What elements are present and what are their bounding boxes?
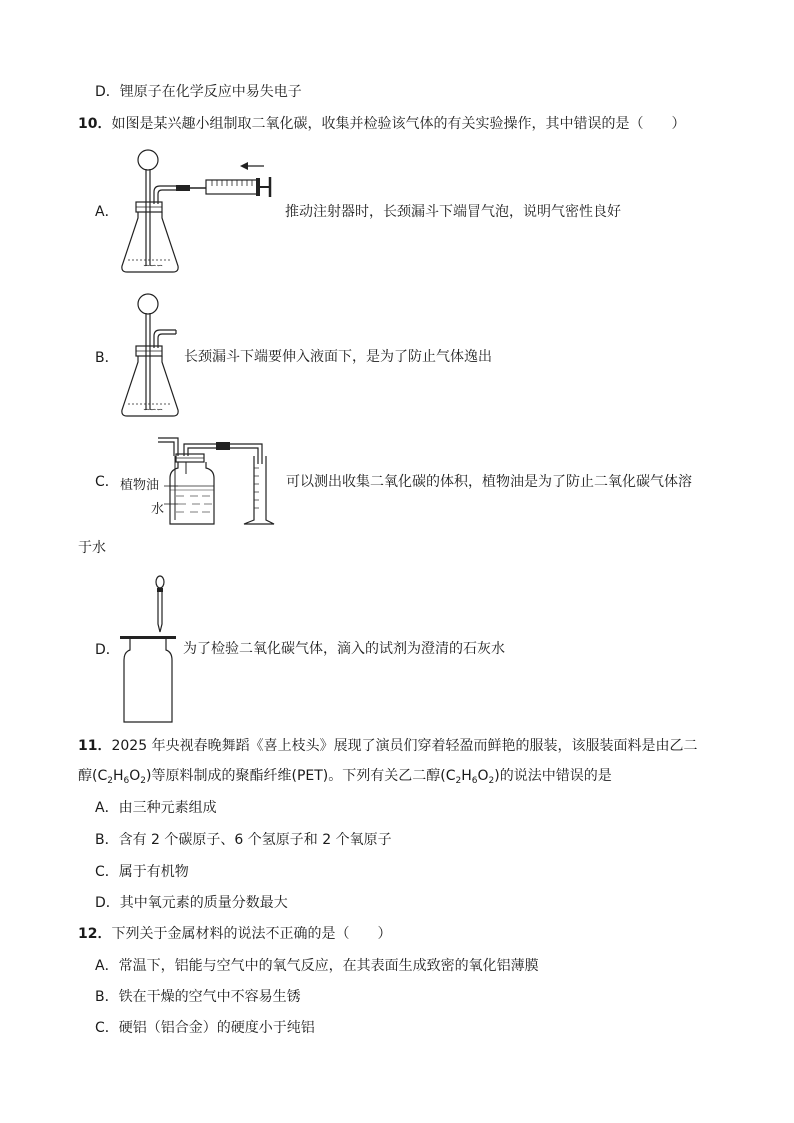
q12-stem-text: 下列关于金属材料的说法不正确的是（ ） [111, 926, 392, 942]
q12-option-c: C．硬铝（铝合金）的硬度小于纯铝 [95, 1020, 315, 1036]
q11-option-a: A．由三种元素组成 [95, 800, 217, 816]
svg-text:∽∽∽: ∽∽∽ [143, 405, 164, 414]
q10-option-a-text: 推动注射器时，长颈漏斗下端冒气泡，说明气密性良好 [285, 204, 621, 220]
q12-stem [78, 924, 391, 944]
q11-stem-seg: H [112, 768, 124, 784]
q11-option-b: B．含有 2 个碳原子、6 个氢原子和 2 个氧原子 [95, 832, 392, 848]
q10-c-water-label: 水 [151, 502, 165, 517]
q10-d-dropper-bottle-figure [120, 574, 180, 724]
q10-option-c-text-cont: 于水 [78, 540, 106, 556]
q11-stem-seg: )等原料制成的聚酯纤维(PET)。下列有关乙二醇(C [146, 768, 456, 784]
q11-stem-seg: )的说法中错误的是 [494, 768, 612, 784]
q11-sub: 6 [123, 776, 130, 786]
q11-stem-seg: O [477, 768, 489, 784]
q10-option-c-text: 可以测出收集二氧化碳的体积，植物油是为了防止二氧化碳气体溶 [286, 474, 692, 490]
q10-c-oil-label: 植物油 [120, 478, 160, 493]
q10-number: 10． [78, 116, 112, 132]
svg-text:∽∽∽: ∽∽∽ [143, 261, 164, 270]
q9-option-d: D．锂原子在化学反应中易失电子 [95, 84, 302, 100]
q10-option-b-letter: B． [95, 350, 119, 366]
q11-sub: 2 [140, 776, 147, 786]
q11-sub: 2 [488, 776, 495, 786]
q10-stem [78, 114, 685, 134]
q10-option-d-text: 为了检验二氧化碳气体，滴入的试剂为澄清的石灰水 [183, 641, 505, 657]
q11-stem-seg: H [461, 768, 472, 784]
q11-sub: 6 [471, 776, 478, 786]
q11-stem-line1-text: 2025 年央视春晚舞蹈《喜上枝头》展现了演员们穿着轻盈而鲜艳的服装，该服装面料是由乙二 [111, 738, 698, 754]
q10-b-flask-figure [118, 292, 188, 420]
q12-option-b: B．铁在干燥的空气中不容易生锈 [95, 989, 301, 1005]
q11-sub: 2 [107, 776, 113, 786]
q11-stem-seg: O [129, 768, 141, 784]
q11-stem-line1 [78, 736, 698, 756]
q10-stem-text: 如图是某兴趣小组制取二氧化碳，收集并检验该气体的有关实验操作，其中错误的是（ ） [111, 116, 686, 132]
q12-option-a: A．常温下，铝能与空气中的氧气反应，在其表面生成致密的氧化铝薄膜 [95, 958, 539, 974]
q10-option-b-text: 长颈漏斗下端要伸入液面下，是为了防止气体逸出 [184, 349, 492, 365]
q10-option-c-letter: C． [95, 474, 119, 490]
q11-option-c: C．属于有机物 [95, 864, 189, 880]
q10-option-d-letter: D． [95, 642, 120, 658]
q10-option-a-letter: A． [95, 204, 119, 220]
q11-option-d: D．其中氧元素的质量分数最大 [95, 895, 288, 911]
q11-stem-seg: 醇(C [78, 768, 108, 784]
q11-stem-line2 [78, 766, 612, 786]
q11-number: 11． [78, 738, 112, 754]
q11-sub: 2 [455, 776, 462, 786]
q10-a-flask-syringe-figure [118, 148, 283, 276]
q12-number: 12． [78, 926, 112, 942]
